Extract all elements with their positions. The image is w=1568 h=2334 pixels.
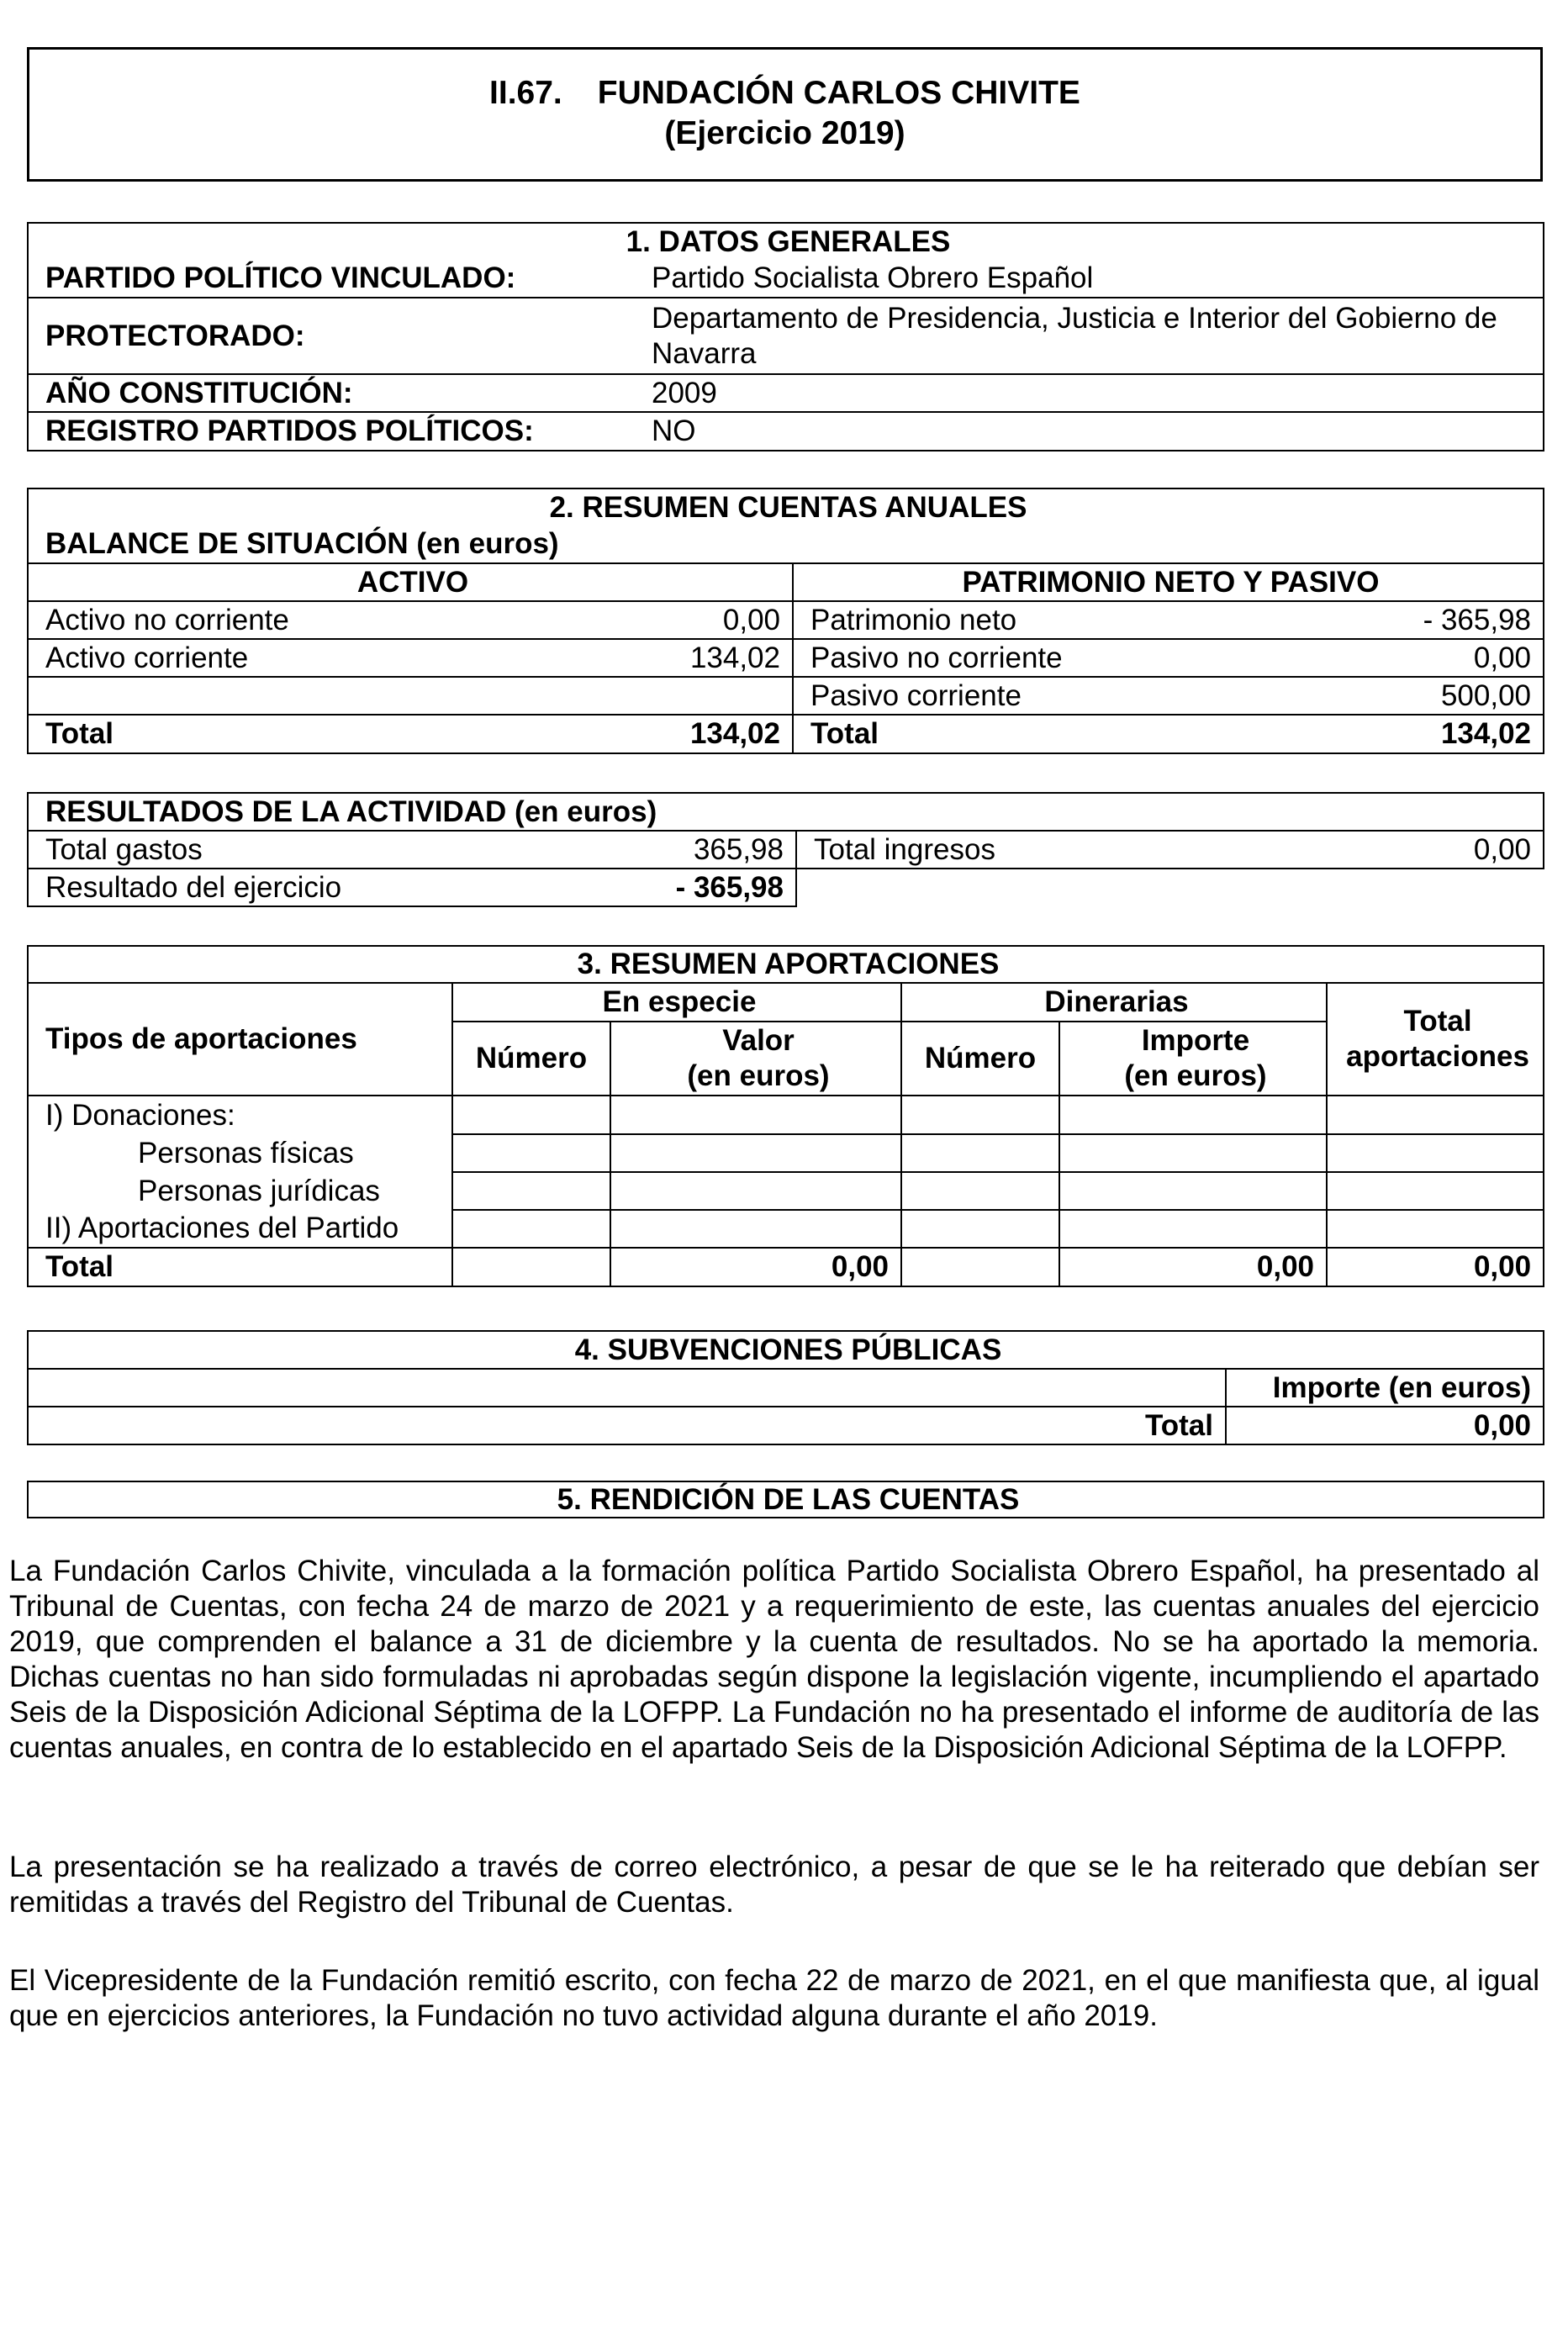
row-label: Personas jurídicas xyxy=(28,1172,452,1210)
table-row xyxy=(28,869,1544,906)
public-subsidies-table xyxy=(27,1330,1544,1445)
in-kind-total-value: 0,00 xyxy=(610,1248,901,1286)
asset-value xyxy=(465,677,793,715)
liability-value: - 365,98 xyxy=(1264,601,1544,639)
table-row xyxy=(28,639,1544,677)
party-label: PARTIDO POLÍTICO VINCULADO: xyxy=(28,260,635,298)
assets-header: ACTIVO xyxy=(28,563,793,601)
subsidies-total-value: 0,00 xyxy=(1226,1407,1544,1444)
document-title-box xyxy=(27,47,1543,182)
monetary-number-header: Número xyxy=(901,1022,1059,1096)
table-row xyxy=(28,1134,1544,1172)
value-header-line2: (en euros) xyxy=(687,1059,830,1092)
table-row xyxy=(28,412,1544,451)
liability-label: Pasivo corriente xyxy=(793,677,1264,715)
row-label: I) Donaciones: xyxy=(28,1096,452,1134)
accountability-heading: 5. RENDICIÓN DE LAS CUENTAS xyxy=(28,1481,1544,1518)
activity-results-title: RESULTADOS DE LA ACTIVIDAD (en euros) xyxy=(28,793,1544,831)
contributions-total-label: Total xyxy=(28,1248,452,1286)
contributions-heading: 3. RESUMEN APORTACIONES xyxy=(28,946,1544,983)
subsidies-amount-header: Importe (en euros) xyxy=(1226,1369,1544,1407)
row-label: Personas físicas xyxy=(28,1134,452,1172)
party-registry-value: NO xyxy=(635,412,1544,451)
contributions-grand-total: 0,00 xyxy=(1327,1248,1544,1286)
protectorate-label: PROTECTORADO: xyxy=(28,298,635,374)
balance-sheet-table xyxy=(27,488,1544,754)
subsidies-total-label: Total xyxy=(28,1407,1226,1444)
table-row xyxy=(28,374,1544,412)
general-data-heading: 1. DATOS GENERALES xyxy=(28,223,1544,260)
table-row xyxy=(28,715,1544,753)
assets-total-label: Total xyxy=(28,715,465,753)
result-value: - 365,98 xyxy=(465,869,796,906)
founding-year-label: AÑO CONSTITUCIÓN: xyxy=(28,374,635,412)
asset-label: Activo no corriente xyxy=(28,601,465,639)
contribution-types-header: Tipos de aportaciones xyxy=(28,983,452,1096)
total-header-line2: aportaciones xyxy=(1346,1040,1529,1073)
monetary-total-amount: 0,00 xyxy=(1059,1248,1327,1286)
annual-accounts-heading: 2. RESUMEN CUENTAS ANUALES xyxy=(28,488,1544,525)
result-label: Resultado del ejercicio xyxy=(28,869,465,906)
total-contributions-header xyxy=(1327,983,1544,1096)
assets-total-value: 134,02 xyxy=(465,715,793,753)
asset-value: 0,00 xyxy=(465,601,793,639)
document-title xyxy=(29,73,1540,114)
founding-year-value: 2009 xyxy=(635,374,1544,412)
monetary-header: Dinerarias xyxy=(901,983,1327,1022)
fiscal-year: (Ejercicio 2019) xyxy=(664,115,905,151)
asset-label xyxy=(28,677,465,715)
liability-value: 0,00 xyxy=(1264,639,1544,677)
income-label: Total ingresos xyxy=(796,831,1264,869)
empty-cell xyxy=(796,869,1544,906)
equity-liabilities-header: PATRIMONIO NETO Y PASIVO xyxy=(793,563,1544,601)
party-value: Partido Socialista Obrero Español xyxy=(635,260,1544,298)
accountability-paragraph-1: La Fundación Carlos Chivite, vinculada a la formación política Partido Socialista Obrero Español, ha presentado al Tribunal de Cuentas, con fecha 24 de marzo de 2021 y a requerimiento de este, las cuentas anuales del ejercicio 2019, que comprenden el balance a 31 de diciembre y la cuenta de resultados. No se ha aportado la memoria. Dichas cuentas no han sido formuladas ni aprobadas según dispone la legislación vigente, incumpliendo el apartado Seis de la Disposición Adicional Séptima de la LOFPP. La Fundación no ha presentado el informe de auditoría de las cuentas anuales, en contra de lo establecido en el apartado Seis de la Disposición Adicional Séptima de la LOFPP. xyxy=(9,1555,1539,1764)
table-row xyxy=(28,1407,1544,1444)
total-header-line1: Total xyxy=(1403,1005,1472,1038)
liability-label: Patrimonio neto xyxy=(793,601,1264,639)
liability-value: 500,00 xyxy=(1264,677,1544,715)
table-row xyxy=(28,601,1544,639)
row-label: II) Aportaciones del Partido xyxy=(28,1210,452,1248)
empty-cell xyxy=(28,1369,1226,1407)
contributions-table xyxy=(27,945,1544,1287)
table-row xyxy=(28,677,1544,715)
asset-label: Activo corriente xyxy=(28,639,465,677)
table-row xyxy=(28,1096,1544,1134)
asset-value: 134,02 xyxy=(465,639,793,677)
monetary-amount-header xyxy=(1059,1022,1327,1096)
accountability-paragraph-3: El Vicepresidente de la Fundación remitió escrito, con fecha 22 de marzo de 2021, en el que manifiesta que, al igual que en ejercicios anteriores, la Fundación no tuvo actividad alguna durante el año 2019. xyxy=(9,1964,1539,2032)
in-kind-number-header: Número xyxy=(452,1022,610,1096)
activity-results-table xyxy=(27,792,1544,907)
accountability-heading-table xyxy=(27,1481,1544,1518)
amount-header-line2: (en euros) xyxy=(1124,1059,1267,1092)
amount-header-line1: Importe xyxy=(1141,1024,1250,1057)
liabilities-total-label: Total xyxy=(793,715,1264,753)
balance-title: BALANCE DE SITUACIÓN (en euros) xyxy=(28,525,1544,563)
general-data-table xyxy=(27,222,1544,451)
table-row xyxy=(28,1248,1544,1286)
section-number: II.67. xyxy=(489,75,562,111)
liabilities-total-value: 134,02 xyxy=(1264,715,1544,753)
accountability-paragraph-2: La presentación se ha realizado a través de correo electrónico, a pesar de que se le ha reiterado que debían ser remitidas a través del Registro del Tribunal de Cuentas. xyxy=(9,1851,1539,1919)
subsidies-heading: 4. SUBVENCIONES PÚBLICAS xyxy=(28,1331,1544,1369)
expenses-label: Total gastos xyxy=(28,831,465,869)
expenses-value: 365,98 xyxy=(465,831,796,869)
income-value: 0,00 xyxy=(1264,831,1544,869)
table-row xyxy=(28,298,1544,374)
party-registry-label: REGISTRO PARTIDOS POLÍTICOS: xyxy=(28,412,635,451)
protectorate-value: Departamento de Presidencia, Justicia e Interior del Gobierno de Navarra xyxy=(635,298,1544,374)
liability-label: Pasivo no corriente xyxy=(793,639,1264,677)
foundation-name: FUNDACIÓN CARLOS CHIVITE xyxy=(597,75,1080,111)
table-row xyxy=(28,1172,1544,1210)
in-kind-header: En especie xyxy=(452,983,901,1022)
in-kind-value-header xyxy=(610,1022,901,1096)
table-row xyxy=(28,260,1544,298)
value-header-line1: Valor xyxy=(722,1024,795,1057)
table-row xyxy=(28,831,1544,869)
table-row xyxy=(28,1210,1544,1248)
